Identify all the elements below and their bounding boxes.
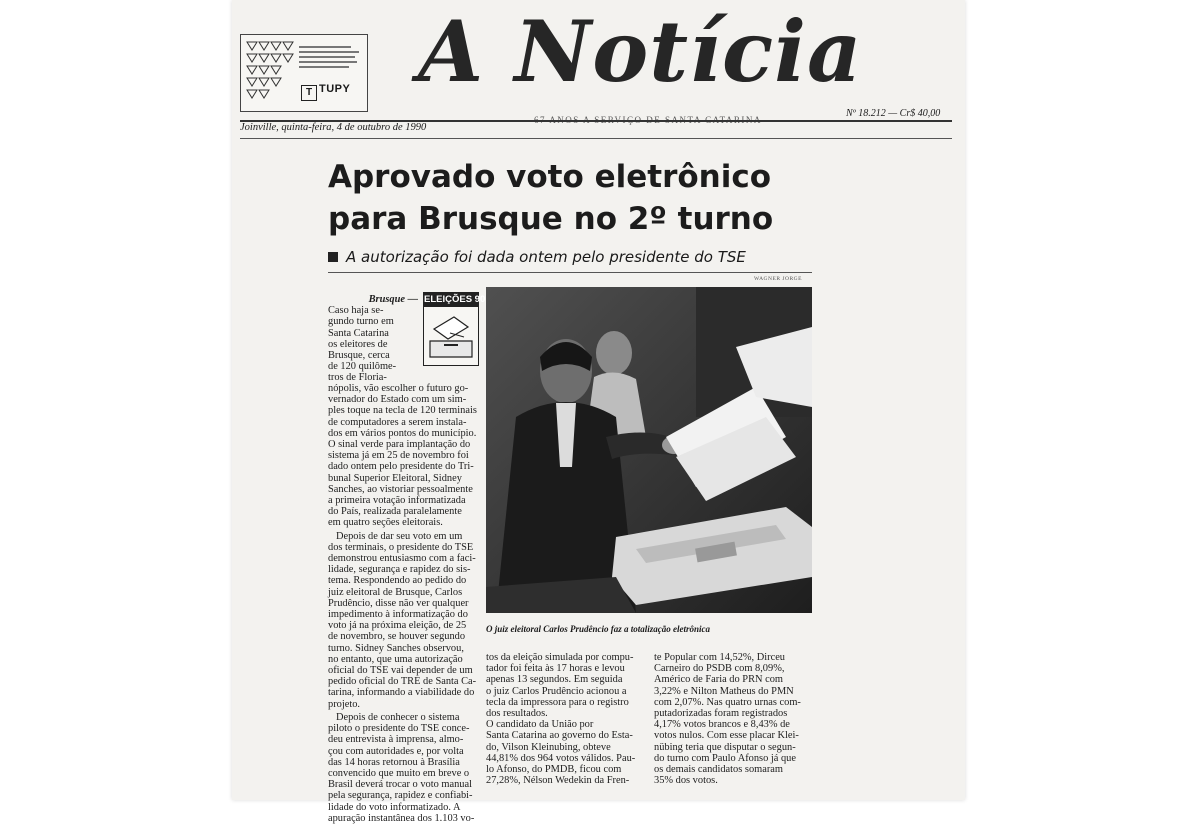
text-line: Carneiro do PSDB com 8,09%, [654, 663, 785, 675]
tupy-brand: TUPY [319, 83, 351, 95]
text-line: çou com autoridades e, por volta [328, 745, 464, 757]
text-line: Brasil deverá trocar o voto manual [328, 779, 472, 791]
text-line: lidade, segurança e rapidez do sis- [328, 564, 471, 576]
text-line: lo Afonso, do PMDB, ficou com [486, 764, 622, 776]
text-line: 4,17% votos brancos e 8,43% de [654, 719, 790, 731]
text-line: os demais candidatos somaram [654, 764, 783, 776]
text-line: apuração instantânea dos 1.103 vo- [328, 812, 475, 824]
article-subheadline [328, 248, 746, 266]
photo-judge-voting-terminal [486, 287, 812, 613]
text-line: piloto o presidente do TSE conce- [328, 723, 470, 735]
deck-text: A autorização foi dada ontem pelo presidente do TSE [346, 248, 746, 266]
text-line: do País, realizada paralelamente [328, 506, 462, 518]
headline-line-1: Aprovado voto eletrônico [328, 159, 772, 195]
text-line: Américo de Faria do PRN com [654, 674, 783, 686]
text-line: de 120 quilôme- [328, 361, 397, 373]
text-line: juiz eleitoral de Brusque, Carlos [328, 586, 463, 598]
dateline: Joinville, quinta-feira, 4 de outubro de 1990 [240, 122, 427, 133]
text-line: 27,28%, Nélson Wedekin da Fren- [486, 775, 630, 787]
text-line: apenas 13 segundos. Em seguida [486, 674, 623, 686]
text-line: turno. Sidney Sanches observou, [328, 642, 464, 654]
text-line: ples toque na tecla de 120 terminais [328, 405, 477, 417]
text-line: o juiz Carlos Prudêncio acionou a [486, 685, 627, 697]
newspaper-title: A Notícia [418, 2, 863, 101]
article-headline [328, 156, 798, 240]
text-line: pela segurança, rapidez e confiabi- [328, 790, 473, 802]
article-column-1-intro [328, 294, 418, 384]
article-column-2 [486, 652, 642, 786]
text-line: tros de Floria- [328, 372, 387, 384]
text-line: Brusque — [368, 294, 418, 305]
elections-badge [423, 292, 486, 366]
text-line: Santa Catarina [328, 327, 389, 339]
text-line: dado ontem pelo presidente do Tri- [328, 461, 474, 473]
photo-caption: O juiz eleitoral Carlos Prudêncio faz a totalização eletrônica [486, 624, 711, 634]
text-line: te Popular com 14,52%, Dirceu [654, 652, 786, 663]
text-line: deu entrevista à imprensa, almo- [328, 734, 464, 746]
news-photo [486, 287, 812, 613]
text-line: gundo turno em [328, 316, 394, 328]
text-line: O candidato da União por [486, 719, 594, 731]
text-line: Sanches, ao vistoriar pessoalmente [328, 483, 473, 495]
masthead-rule-bottom [240, 138, 952, 139]
article-column-3 [654, 652, 812, 786]
triangle-pattern-icon [245, 39, 297, 105]
issue-price: Nº 18.212 — Cr$ 40,00 [846, 108, 941, 119]
text-line: impedimento à informatização do [328, 609, 468, 621]
text-line: Prudêncio, disse não ver qualquer [328, 597, 469, 609]
text-line: 3,22% e Nilton Matheus do PMN [654, 685, 794, 697]
text-line: tecla da impressora para o registro [486, 696, 629, 708]
text-line: a primeira votação informatizada [328, 495, 466, 507]
text-line: Brusque, cerca [328, 350, 390, 362]
tupy-advertisement [240, 34, 368, 112]
text-line: nübing teria que disputar o segun- [654, 741, 796, 753]
text-line: vernador do Estado com um sim- [328, 394, 467, 406]
ad-fine-print [299, 43, 361, 71]
text-line: Caso haja se- [328, 305, 384, 317]
text-line: os eleitores de [328, 338, 388, 350]
ballot-box-icon [424, 307, 478, 365]
text-line: voto já na próxima eleição, de 25 [328, 620, 467, 632]
text-line: pedido oficial do TRE de Santa Ca- [328, 676, 477, 688]
text-line: tador foi feita às 17 horas e levou [486, 663, 625, 675]
text-line: tema. Respondendo ao pedido do [328, 575, 467, 587]
text-line: oficial do TSE vai depender de um [328, 665, 473, 677]
text-line: 35% dos votos. [654, 775, 718, 787]
article-column-1 [328, 383, 476, 824]
badge-title: ELEIÇÕES 90 [424, 294, 486, 305]
text-line: Depois de conhecer o sistema [336, 711, 460, 723]
text-line: demonstrou entusiasmo com a faci- [328, 553, 476, 565]
text-line: com 2,07%. Nas quatro urnas com- [654, 696, 801, 708]
text-line: nópolis, vão escolher o futuro go- [328, 383, 469, 394]
text-line: tarina, informando a viabilidade do [328, 687, 475, 699]
text-line: 44,81% dos 964 votos válidos. Pau- [486, 752, 636, 764]
text-line: O sinal verde para implantação do [328, 439, 471, 451]
headline-line-2: para Brusque no 2º turno [328, 201, 774, 237]
text-line: putadorizadas foram registrados [654, 708, 788, 720]
text-line: convencido que muito em breve o [328, 767, 470, 779]
text-line: Depois de dar seu voto em um [336, 530, 463, 542]
text-line: votos nulos. Com esse placar Klei- [654, 730, 799, 742]
photo-credit: WAGNER JORGE [754, 276, 803, 282]
text-line: das 14 horas retornou à Brasília [328, 756, 460, 768]
text-line: dos terminais, o presidente do TSE [328, 541, 474, 553]
text-line: bunal Superior Eleitoral, Sidney [328, 472, 462, 484]
newspaper-page [232, 0, 965, 824]
text-line: do turno com Paulo Afonso já que [654, 752, 796, 764]
text-line: no entanto, que uma autorização [328, 653, 463, 665]
text-line: projeto. [328, 698, 361, 710]
text-line: em quatro seções eleitorais. [328, 517, 443, 529]
text-line: do, Vilson Kleinubing, obteve [486, 741, 611, 753]
text-line: sistema já em 25 de novembro foi [328, 450, 469, 462]
text-line: de computadores a serem instala- [328, 416, 467, 428]
headline-rule [328, 272, 812, 273]
square-bullet-icon [328, 252, 338, 262]
text-line: lidade do voto informatizado. A [328, 801, 461, 813]
newspaper-slogan: 67 ANOS A SERVIÇO DE SANTA CATARINA [534, 115, 762, 125]
tupy-logo: T TUPY [301, 81, 361, 103]
text-line: tos da eleição simulada por compu- [486, 652, 634, 663]
text-line: de novembro, se houver segundo [328, 631, 466, 643]
text-line: Santa Catarina ao governo do Esta- [486, 730, 633, 742]
text-line: dos em vários pontos do município. [328, 427, 477, 439]
text-line: dos resultados. [486, 708, 548, 720]
